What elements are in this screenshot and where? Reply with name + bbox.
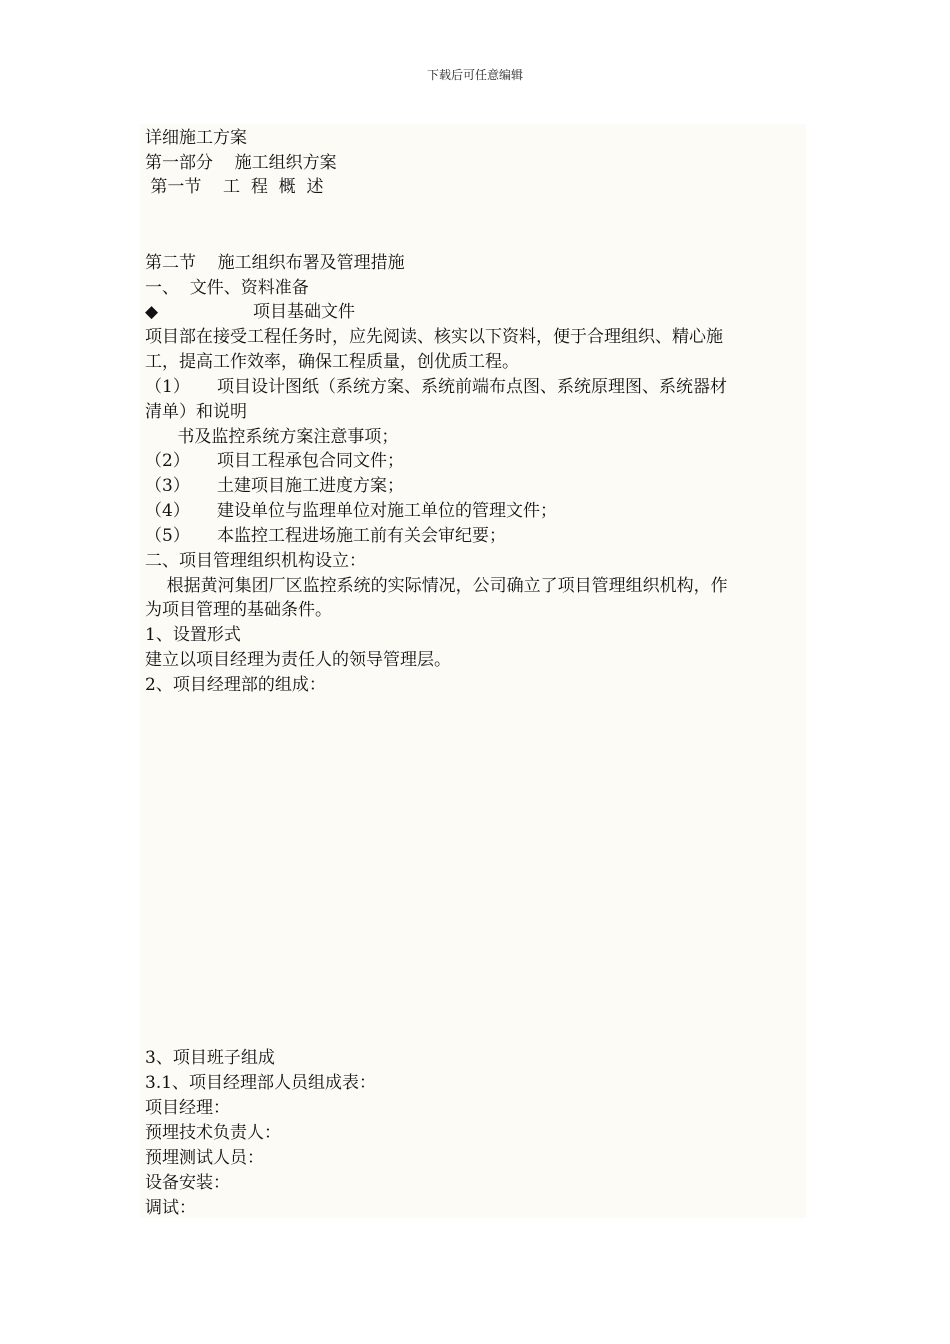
role-test-staff: 预埋测试人员： <box>145 1148 264 1168</box>
list-item-2 <box>145 451 404 471</box>
sub2-heading: 2、项目经理部的组成： <box>145 675 326 695</box>
doc-title: 详细施工方案 <box>145 128 247 148</box>
list-text: 项目工程承包合同文件； <box>217 451 404 471</box>
list-item-1 <box>145 377 727 397</box>
paragraph1-line2: 工，提高工作效率，确保工程质量，创优质工程。 <box>145 352 519 372</box>
item1-heading: 一、 文件、资料准备 <box>145 278 309 298</box>
list-text: 建设单位与监理单位对施工单位的管理文件； <box>217 501 557 521</box>
list-number: （1） <box>145 377 190 397</box>
list-number: （2） <box>145 451 190 471</box>
role-debugging: 调试： <box>145 1198 196 1218</box>
page-header: 下载后可任意编辑 <box>426 68 523 82</box>
sub1-heading: 1、设置形式 <box>145 625 241 645</box>
sub1-text: 建立以项目经理为责任人的领导管理层。 <box>145 650 451 670</box>
role-installation: 设备安装： <box>145 1173 230 1193</box>
bullet-text: 项目基础文件 <box>253 302 355 322</box>
list-number: （3） <box>145 476 190 496</box>
section2-heading: 第二节 施工组织布署及管理措施 <box>145 253 405 273</box>
diamond-bullet-icon: ◆ <box>145 302 159 322</box>
list-text: 项目设计图纸（系统方案、系统前端布点图、系统原理图、系统器材 <box>217 377 727 397</box>
list-item-3 <box>145 476 404 496</box>
part-heading: 第一部分 施工组织方案 <box>145 153 337 173</box>
list-item-4 <box>145 501 557 521</box>
list-item-5 <box>145 526 506 546</box>
list-text: 本监控工程进场施工前有关会审纪要； <box>217 526 506 546</box>
paragraph2-line2: 为项目管理的基础条件。 <box>145 600 332 620</box>
item2-heading: 二、项目管理组织机构设立： <box>145 551 366 571</box>
sub3-heading: 3、项目班子组成 <box>145 1048 275 1068</box>
list-item-1-cont2: 书及监控系统方案注意事项； <box>145 427 399 447</box>
paragraph1-line1: 项目部在接受工程任务时，应先阅读、核实以下资料，便于合理组织、精心施 <box>145 327 723 347</box>
role-tech-lead: 预埋技术负责人： <box>145 1123 281 1143</box>
list-text: 土建项目施工进度方案； <box>217 476 404 496</box>
list-item-1-cont1: 清单）和说明 <box>145 402 247 422</box>
list-number: （5） <box>145 526 190 546</box>
section1-heading: 第一节 工 程 概 述 <box>145 177 324 197</box>
sub31-heading: 3.1、项目经理部人员组成表： <box>145 1073 377 1093</box>
role-project-manager: 项目经理： <box>145 1098 230 1118</box>
bullet-line <box>145 302 355 322</box>
paragraph2-line1: 根据黄河集团厂区监控系统的实际情况，公司确立了项目管理组织机构，作 <box>145 576 728 596</box>
list-number: （4） <box>145 501 190 521</box>
